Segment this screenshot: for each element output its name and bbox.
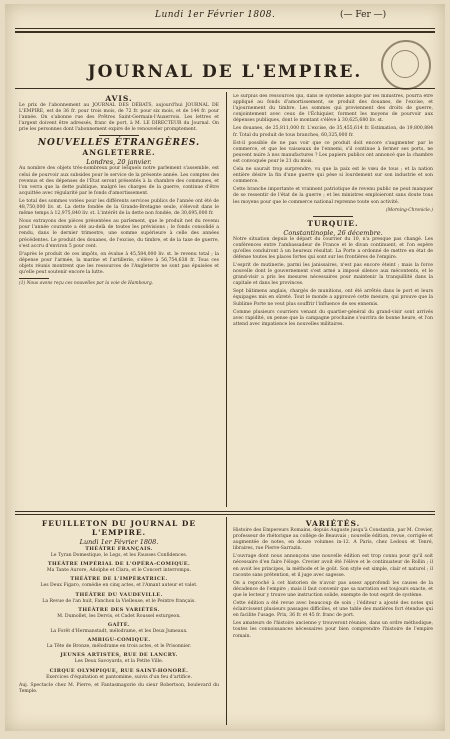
theatre-program: Exercices d'équitation et pantomime, suivis d'un feu d'artifice. xyxy=(46,674,192,680)
footnote-rule xyxy=(19,278,49,279)
theatre-listing xyxy=(19,668,219,681)
varietes-paragraph: Cette édition a été revue avec beaucoup de soin ; l'éditeur a ajouté des notes qui éclaircissent plusieurs passages difficiles, et une table des matières fort étendue qui en facilite l'usage. Prix, 36 fr. et 45 fr. franc de port. xyxy=(233,601,433,619)
theatre-program: Ma Tante Aurore, Adolphe et Clara, et le Concert interrompu. xyxy=(46,568,192,574)
news-paragraph: Au nombre des objets très-nombreux pour lesquels notre parlement s'assemble, est celui de pourvoir aux subsides pour le service de la présente année. Les comptes des revenus et des dépenses de l'État seront présentés à la chambre des communes, et l'on verra que la dette publique, malgré les charges de la guerre, continue d'être acquittée avec régularité par le fonds d'amortissement. xyxy=(19,166,219,196)
column-divider xyxy=(226,92,227,507)
theatre-program: Les Deux Figaro, comédie en cinq actes, et l'Amant auteur et valet. xyxy=(40,583,198,589)
section-divider xyxy=(313,216,353,217)
left-column xyxy=(19,94,219,507)
turkey-dateline: Constantinople, 26 décembre. xyxy=(283,228,383,237)
theatre-program: Le Tyran Domestique, le Legs, et les Fausses Confidences. xyxy=(50,553,188,559)
turkey-paragraph: Notre situation depuis le départ du courrier du 10, n'a presque pas changé. Les conférences entre l'ambassadeur de France et le divan continuent, et l'on espère qu'elles conduiront à un heureux résultat. La Porte a ordonné de mettre en état de défense toutes les places fortes qui sont sur les frontières de l'empire. xyxy=(233,236,433,260)
theatre-name: AMBIGU-COMIQUE. xyxy=(87,637,151,644)
turkey-paragraph: Comme plusieurs courriers venant du quartier-général du grand-visir sont arrivés avec rapidité, on pense que la campagne prochaine s'ouvrira de bonne heure, et l'on attend avec impatience les nouvelles militaires. xyxy=(233,309,433,327)
issue-date: Lundi 1er Février 1808. xyxy=(155,10,276,20)
news-country: ANGLETERRE. xyxy=(82,148,156,158)
theatre-name: THÉÂTRE DU VAUDEVILLE. xyxy=(75,591,163,598)
feuilleton-heading: FEUILLETON DU JOURNAL DE L'EMPIRE. xyxy=(41,519,197,537)
avis-heading: AVIS. xyxy=(105,94,133,103)
theatre-name: THÉÂTRE DE L'IMPÉRATRICE. xyxy=(70,576,168,583)
varietes-heading: VARIÉTÉS. xyxy=(305,519,361,528)
column-divider xyxy=(226,517,227,725)
news-paragraph: D'après le produit de ces impôts, on évalue à 45,584,000 liv. st. le revenu total ; la dépense pour l'armée, la marine et l'artillerie, s'élève à 56,754,638 fr. Tous ces objets réunis montrent que les ressources de l'Angleterre ne sont pas épuisées et qu'elle peut soutenir encore la lutte. xyxy=(19,251,219,275)
article-paragraph: Est-il possible de ne pas voir que ce produit doit encore s'augmenter par le commerce, et que les vaisseaux de l'ennemi, s'il continue à fermer ses ports, ne peuvent nuire à nos manufactures ? Les papiers publics ont annoncé que la chambre est convoquée pour le 21 du mois. xyxy=(233,140,433,164)
article-paragraph: Le surplus des ressources qui, dans le système adopté par les ministres, pourra être appliqué au fonds d'amortissement, se produit des douanes, de l'excise, et l'ajournement du timbre. Les sommes qui proviennent des droits de guerre, conjointement avec ceux de l'Échiquier, forment les moyens de pourvoir aux dépenses publiques, dont le montant s'élève à 30,625,680 liv. st. xyxy=(233,94,433,124)
news-dateline: Londres, 20 janvier. xyxy=(86,158,152,167)
news-heading: NOUVELLES ÉTRANGÈRES. xyxy=(37,138,201,149)
feuilleton-date: Lundi 1er Février 1808. xyxy=(79,538,159,546)
news-paragraph: Le total des sommes votées pour les différents services publics de l'année ont été de 48,750,000 liv. st. La dette fondée de la Grande-Bretagne seule, s'élevoit dans le même temps à 12,975,840 liv. st. L'intérêt de la dette non fondée, de 30,695,000 fr. xyxy=(19,198,219,217)
article-source: (Morning-Chronicle.) xyxy=(385,207,433,213)
theatre-program: La Forêt d'Hermanstadt, mélodrame, et les Deux Jumeaux. xyxy=(50,629,188,635)
avis-text: Le prix de l'abonnement au JOURNAL DES DÉBATS, aujourd'hui JOURNAL DE L'EMPIRE, est de 36 fr. pour trois mois, de 72 fr. pour six mois, et de 144 fr. pour l'année. On s'abonne rue des Prêtres Saint-Germain-l'Auxerrois. Les lettres et l'argent doivent être adressés, franc de port, à M. LE DIRECTEUR du Journal. On prie les personnes dont l'abonnement expire de le renouveler promptement. xyxy=(19,103,219,133)
theatre-list xyxy=(19,546,219,681)
theatre-listing xyxy=(19,637,219,650)
theatre-listing xyxy=(19,546,219,559)
varietes-paragraph: Histoire des Empereurs Romains, depuis Auguste jusqu'à Constantin, par M. Crevier, professeur de rhétorique au collège de Beauvais ; nouvelle édition, revue, corrigée et augmentée de notes, en douze volumes in-12. A Paris, chez Ledoux et Tenré, libraires, rue Pierre-Sarrazin. xyxy=(233,528,433,552)
varietes-paragraph: Les amateurs de l'histoire ancienne y trouveront réunies, dans un ordre méthodique, toutes les connoissances nécessaires pour bien comprendre l'histoire de l'empire romain. xyxy=(233,621,433,639)
theatre-name: CIRQUE OLYMPIQUE, RUE SAINT-HONORÉ. xyxy=(49,667,189,674)
theatre-listing xyxy=(19,622,219,635)
dateline xyxy=(5,10,445,26)
theatre-name: THÉÂTRE DES VARIÉTÉS. xyxy=(78,606,160,613)
feuilleton-column xyxy=(19,519,219,725)
feuilleton-footer: Auj. Spectacle chez M. Pierre, et Fantasmagorie du sieur Robertson, boulevard du Temple. xyxy=(19,682,219,694)
article-paragraph: Les douanes, de 25,811,000 fr. L'excise, de 35,455,614 fr. Estimation, de 19,800,884 fr. Total du produit de tous branches, 60,325,000 fr. xyxy=(233,126,433,138)
theatre-name: JEUNES ARTISTES, RUE DE LANCRY. xyxy=(60,652,178,659)
theatre-program: Les Deux Savoyards, et la Petite Ville. xyxy=(74,659,164,665)
turkey-paragraph: L'esprit de mutinerie, parmi les janissaires, n'est pas encore éteint ; mais la force nouvelle dont le gouvernement s'est armé a imposé silence aux mécontents, et le grand-visir a pris les mesures nécessaires pour maintenir la tranquillité dans la capitale et dans les provinces. xyxy=(233,262,433,287)
turkey-paragraph: Sept bâtimens anglais, chargés de munitions, ont été arrêtés dans le port et leurs équipages mis en sûreté. Tout le monde a approuvé cette mesure, qui prouve que la Sublime Porte ne veut plus souffrir l'influence de ses ennemis. xyxy=(233,289,433,307)
varietes-paragraph: On a reproché à cet historien de n'avoir pas assez approfondi les causes de la décadence de l'empire ; mais il faut convenir que sa narration est toujours exacte, et que le lecteur y trouve une instruction solide, exempte de tout esprit de système. xyxy=(233,580,433,598)
feuilleton-rule-double xyxy=(15,514,435,515)
varietes-column xyxy=(233,519,433,725)
varietes-paragraph: L'ouvrage dont nous annonçons une nouvelle édition est trop connu pour qu'il soit nécessaire d'en faire l'éloge. Crevier avoit été l'élève et le continuateur de Rollin ; il en avoit les principes, la méthode et le goût. Son style est simple, clair et naturel ; il raconte sans prétention, et il juge avec sagesse. xyxy=(233,554,433,578)
right-column xyxy=(233,94,433,507)
theatre-listing xyxy=(19,607,219,620)
masthead-title: JOURNAL DE L'EMPIRE. xyxy=(87,62,363,82)
theatre-listing xyxy=(19,592,219,605)
feuilleton-rule xyxy=(15,511,435,512)
news-paragraph: Nous extrayons des pièces présentées au parlement, que le produit net du revenu pour l'année courante a été au-delà de toutes les prévisions ; le fonds consolidé a rendu, dans le dernier trimestre, une somme supérieure à celle des années précédentes. Le produit des douanes, de l'excise, du timbre, et de la taxe de guerre, s'est accru d'environ 5 pour cent. xyxy=(19,219,219,249)
newspaper-page xyxy=(5,4,445,731)
turkey-heading: TURQUIE. xyxy=(307,218,359,228)
issue-number: (— Fer —) xyxy=(340,10,387,20)
article-paragraph: Cette branche importante et vraiment patriotique de revenu public ne peut manquer de se ressentir de l'état de la guerre ; et les ministres emploieront sans doute tous les moyens pour que le commerce national reprenne toute son activité. xyxy=(233,187,433,205)
theatre-name: GAÎTÉ. xyxy=(107,621,131,628)
theatre-name: THÉÂTRE FRANÇAIS. xyxy=(85,546,153,552)
header-rule-double xyxy=(15,31,435,33)
section-divider xyxy=(99,135,139,136)
theatre-name: THÉÂTRE IMPÉRIAL DE L'OPÉRA-COMIQUE. xyxy=(47,561,191,568)
theatre-listing xyxy=(19,561,219,574)
theatre-listing xyxy=(19,652,219,665)
theatre-program: La Revue de l'an huit, Fanchon la Vielleuse, et le Peintre français. xyxy=(42,598,196,604)
article-paragraph: Cela ne saurait trop surprendre, vu que la paix est le vœu de tous ; et la nation entière désire la fin d'une guerre qui pèse si lourdement sur son industrie et son commerce. xyxy=(233,167,433,185)
footnote: (1) Nous avons reçu ces nouvelles par la voie de Hambourg. xyxy=(19,281,154,287)
header-rule-top xyxy=(15,28,435,29)
theatre-program: La Tête de Bronze, mélodrame en trois actes, et le Prisonnier. xyxy=(46,644,192,650)
theatre-program: M. Dumollet, les Dervis, et Cadet Roussel esturgeon. xyxy=(57,613,181,619)
masthead-rule xyxy=(15,88,435,89)
theatre-listing xyxy=(19,576,219,589)
